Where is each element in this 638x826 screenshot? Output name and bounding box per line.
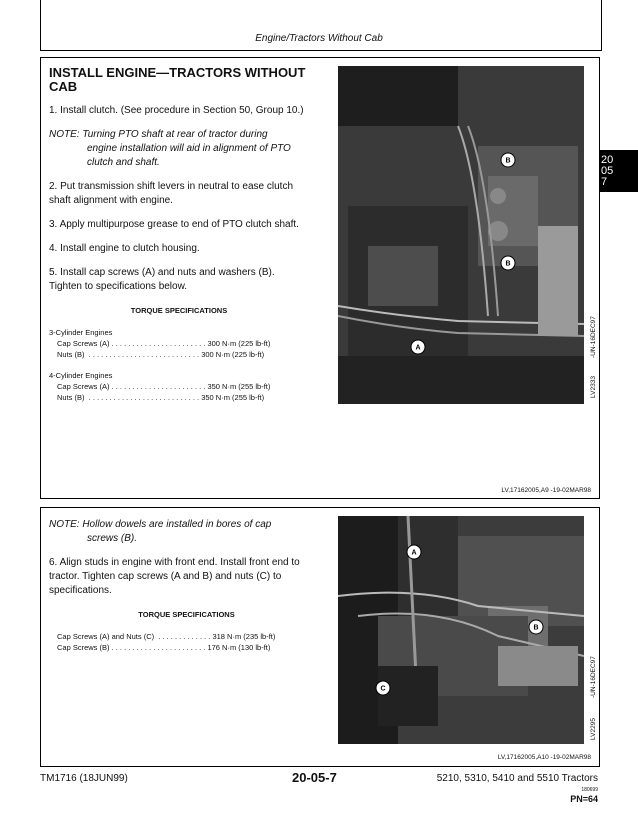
section1-text: [49, 66, 309, 403]
torque-specs-title: TORQUE SPECIFICATIONS: [130, 306, 228, 315]
callout-b-upper-label: B: [505, 157, 511, 165]
footer-page-number: 20-05-7: [292, 770, 337, 785]
note: [49, 128, 309, 170]
front-end-photo: [338, 516, 584, 744]
section-caption: LV,17162005,A10 -19-02MAR98: [497, 754, 591, 761]
step-3: 3. Apply multipurpose grease to end of PTO clutch shaft.: [49, 219, 299, 230]
section2-text: [49, 518, 324, 653]
section-caption: LV,17162005,A9 -19-02MAR98: [501, 487, 591, 494]
step-6: 6. Align studs in engine with front end. Install front end to tractor. Tighten cap screws (A and B) and nuts (C) to specifications.: [49, 557, 300, 596]
front-end-photo-drawing: [338, 516, 584, 744]
note-prefix: NOTE: Hollow dowels are installed in bores of cap: [49, 519, 272, 530]
callout-b-lower-label: B: [505, 260, 511, 268]
note-rest: engine installation will aid in alignment of PTO clutch and shaft.: [87, 143, 291, 168]
photo-code: LV2295: [590, 718, 597, 740]
photo-date: -UN-16DEC97: [590, 656, 597, 698]
callout-c-label: C: [380, 685, 386, 693]
section-tab-line: 05: [601, 165, 614, 177]
torque-row: Cap Screws (A) and Nuts (C) . . . . . . . . . . . . . 318 N·m (235 lb-ft): [57, 632, 276, 641]
section-tab-line: 7: [601, 176, 608, 188]
callout-a-label: A: [411, 549, 417, 557]
page-header-title: Engine/Tractors Without Cab: [255, 33, 383, 44]
torque-row: Nuts (B) . . . . . . . . . . . . . . . . . . . . . . . . . . . 350 N·m (255 lb-ft): [57, 393, 265, 402]
engine-clutch-photo-drawing: [338, 66, 584, 404]
callout-b-label: B: [533, 624, 539, 632]
torque-group: [49, 327, 309, 360]
torque-group: [49, 631, 324, 653]
footer-manual: TM1716 (18JUN99): [40, 773, 128, 784]
step-5: 5. Install cap screws (A) and nuts and washers (B). Tighten to specifications below.: [49, 267, 275, 292]
torque-row: Cap Screws (A) . . . . . . . . . . . . . . . . . . . . . . . 350 N·m (255 lb-ft): [57, 382, 271, 391]
photo-date: -UN-16DEC97: [590, 316, 597, 358]
section-heading: INSTALL ENGINE—TRACTORS WITHOUT CAB: [49, 65, 306, 94]
engine-clutch-photo: [338, 66, 584, 404]
photo-code: LV2333: [590, 376, 597, 398]
torque-group-label: 3-Cylinder Engines: [49, 328, 113, 337]
footer-pn: PN=64: [570, 794, 598, 804]
footer-models: 5210, 5310, 5410 and 5510 Tractors: [436, 773, 598, 784]
note-prefix: NOTE: Turning PTO shaft at rear of tractor during: [49, 129, 268, 140]
step-4: 4. Install engine to clutch housing.: [49, 243, 200, 254]
torque-row: Nuts (B) . . . . . . . . . . . . . . . . . . . . . . . . . . . 300 N·m (225 lb-ft): [57, 350, 265, 359]
torque-group: [49, 370, 309, 403]
note: [49, 518, 324, 546]
section-tab-line: 20: [601, 154, 614, 166]
install-engine-section: [40, 57, 600, 499]
section-tab: [599, 150, 638, 192]
step-2: 2. Put transmission shift levers in neutral to ease clutch shaft alignment with engine.: [49, 181, 294, 206]
footer-code: 180699: [581, 787, 598, 793]
torque-specs-title: TORQUE SPECIFICATIONS: [138, 610, 235, 619]
note-rest: screws (B).: [87, 533, 137, 544]
step-1: 1. Install clutch. (See procedure in Section 50, Group 10.): [49, 105, 304, 116]
torque-group-label: 4-Cylinder Engines: [49, 371, 113, 380]
torque-row: Cap Screws (B) . . . . . . . . . . . . . . . . . . . . . . . 176 N·m (130 lb-ft): [57, 643, 271, 652]
align-front-end-section: [40, 507, 600, 767]
torque-row: Cap Screws (A) . . . . . . . . . . . . . . . . . . . . . . . 300 N·m (225 lb-ft): [57, 339, 271, 348]
callout-a-label: A: [415, 344, 421, 352]
